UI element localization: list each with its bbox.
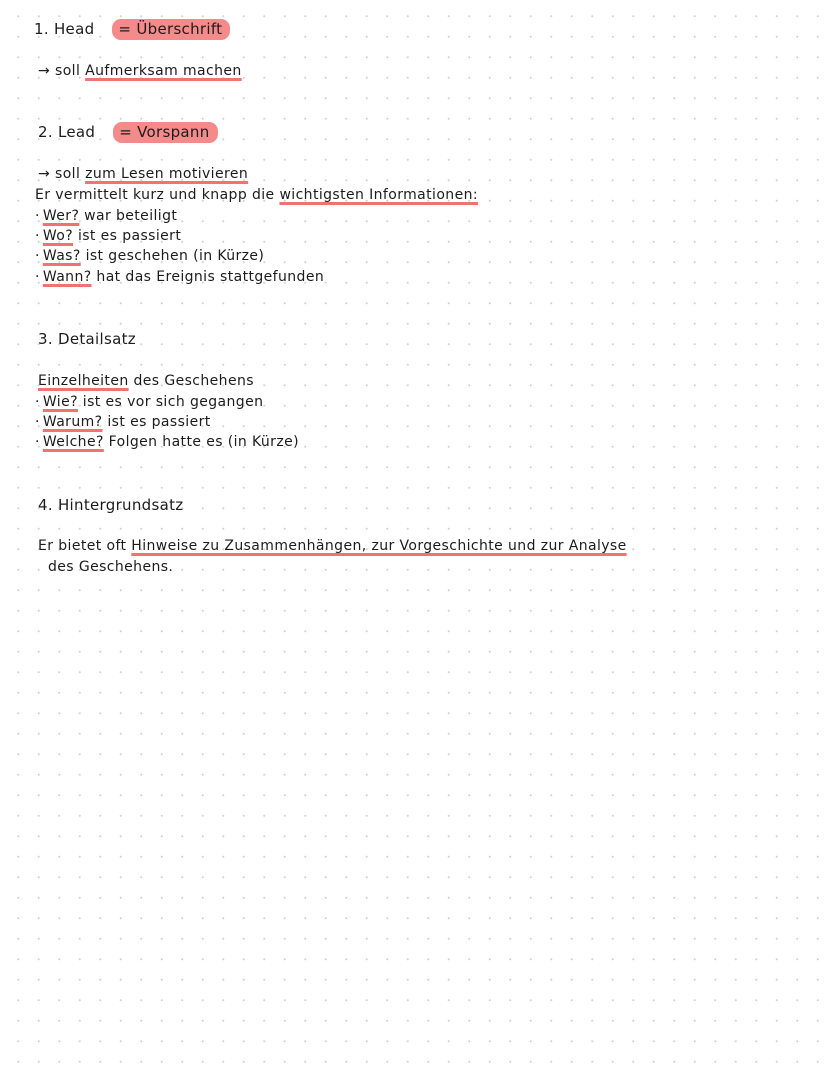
- arrow-icon: →: [38, 166, 51, 182]
- list-item: · Was? ist geschehen (in Kürze): [35, 248, 265, 264]
- section-lead-line-underlined: zum Lesen motivieren: [85, 166, 249, 182]
- list-item-question: Wo?: [42, 228, 74, 244]
- section-lead-info: [35, 186, 478, 204]
- list-item: · Warum? ist es passiert: [35, 414, 211, 430]
- section-head-title: 1. Head: [34, 20, 95, 38]
- section-background-text: [38, 537, 627, 555]
- list-item-question: Was?: [42, 248, 81, 264]
- section-lead-title-line: [38, 123, 218, 141]
- list-item: · Wie? ist es vor sich gegangen: [35, 394, 264, 410]
- section-background-title: 4. Hintergrundsatz: [38, 496, 184, 514]
- section-lead-info-underlined: wichtigsten Informationen:: [279, 187, 478, 203]
- list-item-text: ist es passiert: [107, 414, 211, 430]
- list-item: · Wer? war beteiligt: [35, 208, 178, 224]
- list-item-text: Folgen hatte es (in Kürze): [108, 434, 299, 450]
- section-detail-intro: [38, 372, 254, 390]
- list-item-text: war beteiligt: [84, 208, 178, 224]
- list-item-question: Warum?: [42, 414, 103, 430]
- list-item-text: hat das Ereignis stattgefunden: [96, 269, 325, 285]
- section-detail-title: 3. Detailsatz: [38, 330, 136, 348]
- section-head-line-pre: soll: [55, 63, 81, 79]
- list-item-question: Welche?: [42, 434, 104, 450]
- section-head-title-line: [34, 20, 230, 38]
- list-item-text: ist geschehen (in Kürze): [85, 248, 265, 264]
- section-detail-intro-underlined: Einzelheiten: [38, 373, 129, 389]
- section-detail-intro-rest: des Geschehens: [133, 373, 254, 389]
- list-item: · Wann? hat das Ereignis stattgefunden: [35, 269, 325, 285]
- section-head-tag: = Überschrift: [112, 19, 230, 40]
- section-lead-info-pre: Er vermittelt kurz und knapp die: [35, 187, 275, 203]
- section-head-line: [38, 62, 242, 80]
- section-head-line-underlined: Aufmerksam machen: [85, 63, 242, 79]
- list-item-question: Wer?: [42, 208, 80, 224]
- section-lead-line-pre: soll: [55, 166, 81, 182]
- list-item: · Welche? Folgen hatte es (in Kürze): [35, 434, 299, 450]
- list-item-text: ist es passiert: [77, 228, 182, 244]
- section-lead-title: 2. Lead: [38, 123, 96, 141]
- list-item-question: Wann?: [42, 269, 92, 285]
- list-item-text: ist es vor sich gegangen: [82, 394, 264, 410]
- section-background-text-pre: Er bietet oft: [38, 538, 127, 554]
- section-background-text-cont: des Geschehens.: [48, 559, 174, 575]
- section-lead-line: [38, 165, 248, 183]
- section-background-text-underlined: Hinweise zu Zusammenhängen, zur Vorgeschichte und zur Analyse: [131, 538, 627, 554]
- list-item: · Wo? ist es passiert: [35, 228, 182, 244]
- arrow-icon: →: [38, 63, 51, 79]
- section-lead-tag: = Vorspann: [113, 122, 217, 143]
- list-item-question: Wie?: [42, 394, 78, 410]
